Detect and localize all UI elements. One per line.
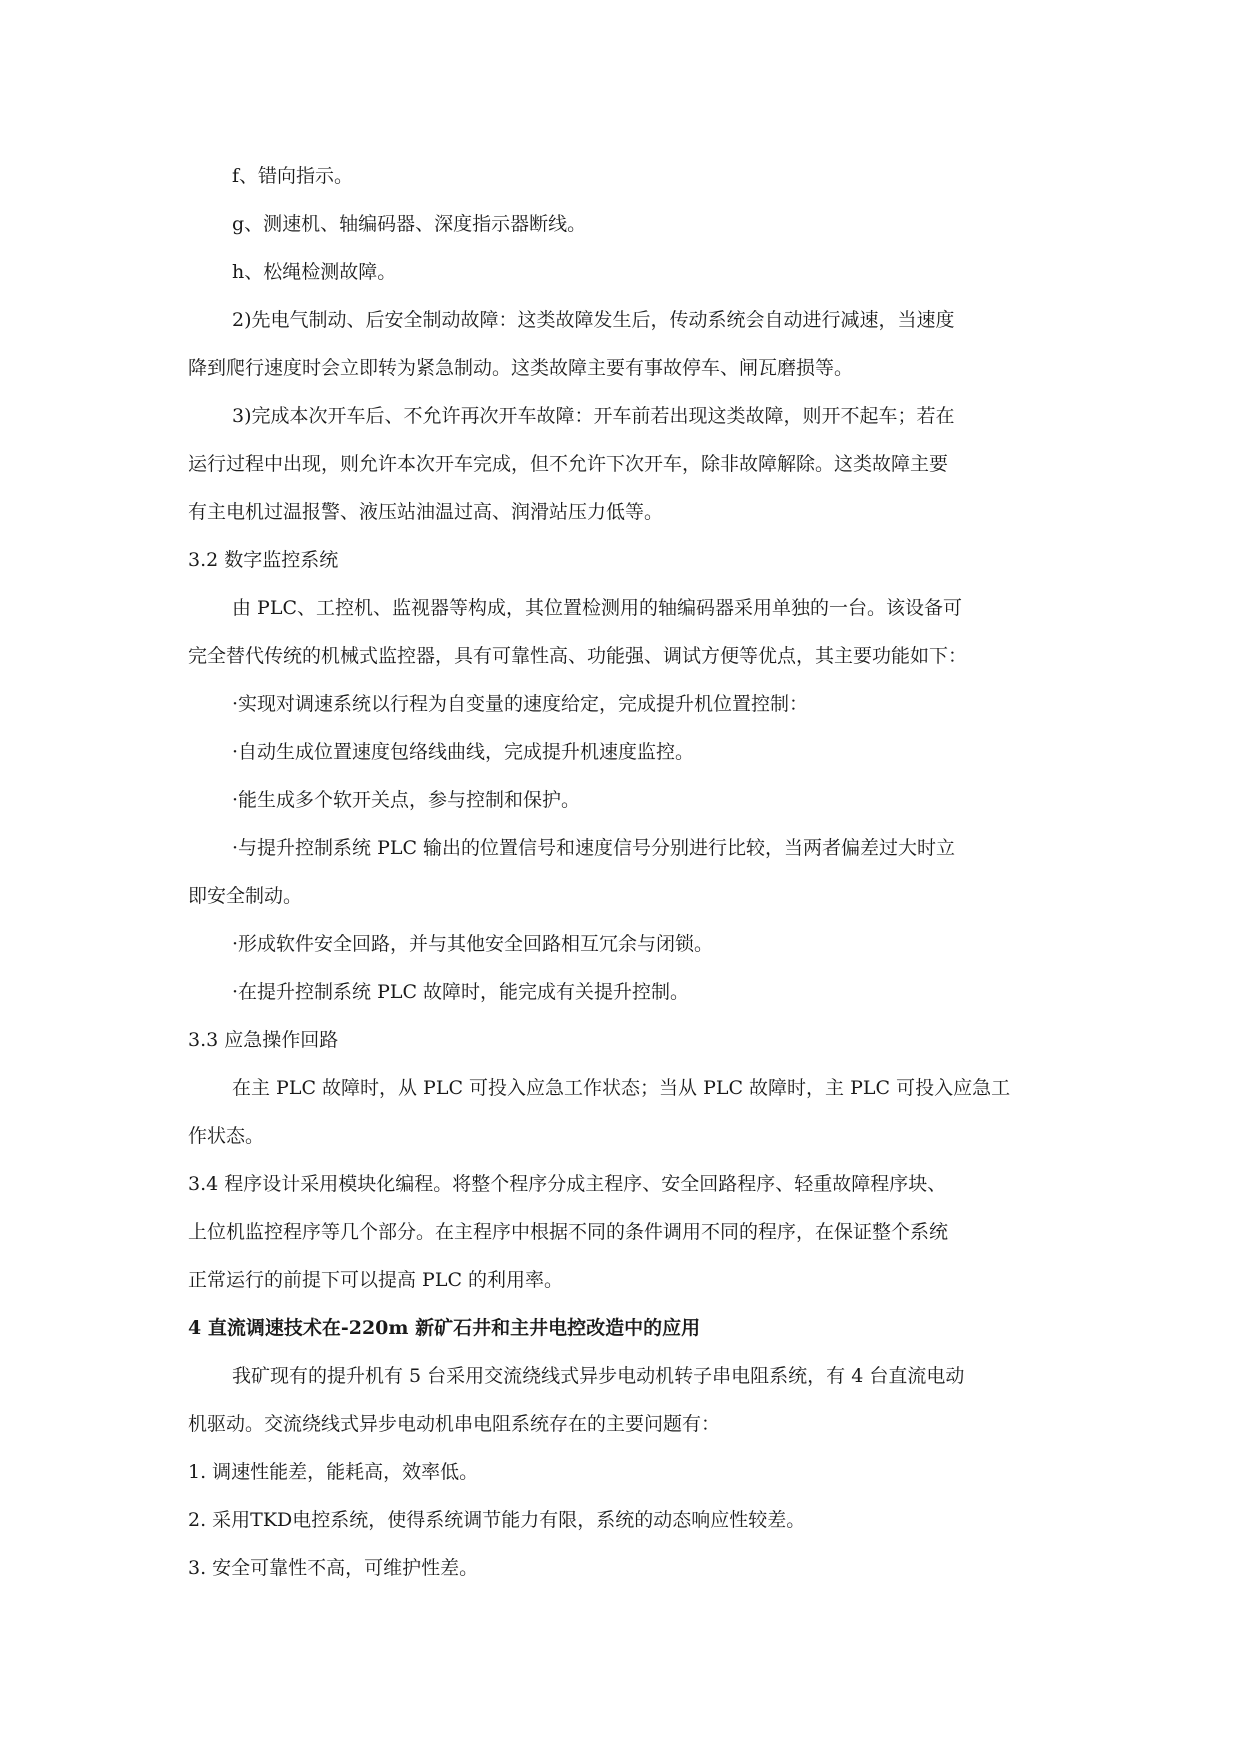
- bullet-item-4-line-1: ·与提升控制系统 PLC 输出的位置信号和速度信号分别进行比较，当两者偏差过大时立: [232, 837, 956, 859]
- paragraph-2-line-1: 2)先电气制动、后安全制动故障：这类故障发生后，传动系统会自动进行减速，当速度: [232, 309, 955, 331]
- bullet-item-3: ·能生成多个软开关点，参与控制和保护。: [232, 789, 581, 811]
- bullet-item-4-line-2: 即安全制动。: [188, 885, 303, 907]
- numbered-item-1: 1. 调速性能差，能耗高，效率低。: [188, 1461, 479, 1483]
- paragraph-4-line-1: 我矿现有的提升机有 5 台采用交流绕线式异步电动机转子串电阻系统，有 4 台直流电动: [232, 1365, 965, 1387]
- numbered-item-2: 2. 采用TKD电控系统，使得系统调节能力有限，系统的动态响应性较差。: [188, 1509, 806, 1531]
- bullet-item-5: ·形成软件安全回路，并与其他安全回路相互冗余与闭锁。: [232, 933, 714, 955]
- section-heading-3-2: 3.2 数字监控系统: [188, 549, 339, 571]
- numbered-item-3: 3. 安全可靠性不高，可维护性差。: [188, 1557, 479, 1579]
- list-item-h: h、松绳检测故障。: [232, 261, 397, 283]
- bullet-item-1: ·实现对调速系统以行程为自变量的速度给定，完成提升机位置控制：: [232, 693, 809, 715]
- paragraph-3-line-2: 运行过程中出现，则允许本次开车完成，但不允许下次开车，除非故障解除。这类故障主要: [188, 453, 949, 475]
- list-item-g: g、测速机、轴编码器、深度指示器断线。: [232, 213, 587, 235]
- paragraph-3-line-1: 3)完成本次开车后、不允许再次开车故障：开车前若出现这类故障，则开不起车；若在: [232, 405, 955, 427]
- paragraph-3-3-line-1: 在主 PLC 故障时，从 PLC 可投入应急工作状态；当从 PLC 故障时，主 PLC 可投入应急工: [232, 1077, 1011, 1099]
- paragraph-3-4-line-2: 上位机监控程序等几个部分。在主程序中根据不同的条件调用不同的程序，在保证整个系统: [188, 1221, 949, 1243]
- list-item-f: f、错向指示。: [232, 165, 354, 187]
- bullet-item-6: ·在提升控制系统 PLC 故障时，能完成有关提升控制。: [232, 981, 690, 1003]
- paragraph-3-4-line-3: 正常运行的前提下可以提高 PLC 的利用率。: [188, 1269, 564, 1291]
- bullet-item-2: ·自动生成位置速度包络线曲线，完成提升机速度监控。: [232, 741, 695, 763]
- paragraph-2-line-2: 降到爬行速度时会立即转为紧急制动。这类故障主要有事故停车、闸瓦磨损等。: [188, 357, 854, 379]
- paragraph-4-line-2: 机驱动。交流绕线式异步电动机串电阻系统存在的主要问题有：: [188, 1413, 721, 1435]
- paragraph-3-4-line-1: 3.4 程序设计采用模块化编程。将整个程序分成主程序、安全回路程序、轻重故障程序块、: [188, 1173, 947, 1195]
- paragraph-3-3-line-2: 作状态。: [188, 1125, 265, 1147]
- section-heading-4: 4 直流调速技术在-220m 新矿石井和主井电控改造中的应用: [188, 1317, 701, 1339]
- paragraph-3-2-line-1: 由 PLC、工控机、监视器等构成，其位置检测用的轴编码器采用单独的一台。该设备可: [232, 597, 962, 619]
- document-body: [188, 152, 1054, 1592]
- paragraph-3-line-3: 有主电机过温报警、液压站油温过高、润滑站压力低等。: [188, 501, 664, 523]
- paragraph-3-2-line-2: 完全替代传统的机械式监控器，具有可靠性高、功能强、调试方便等优点，其主要功能如下：: [188, 645, 968, 667]
- section-heading-3-3: 3.3 应急操作回路: [188, 1029, 339, 1051]
